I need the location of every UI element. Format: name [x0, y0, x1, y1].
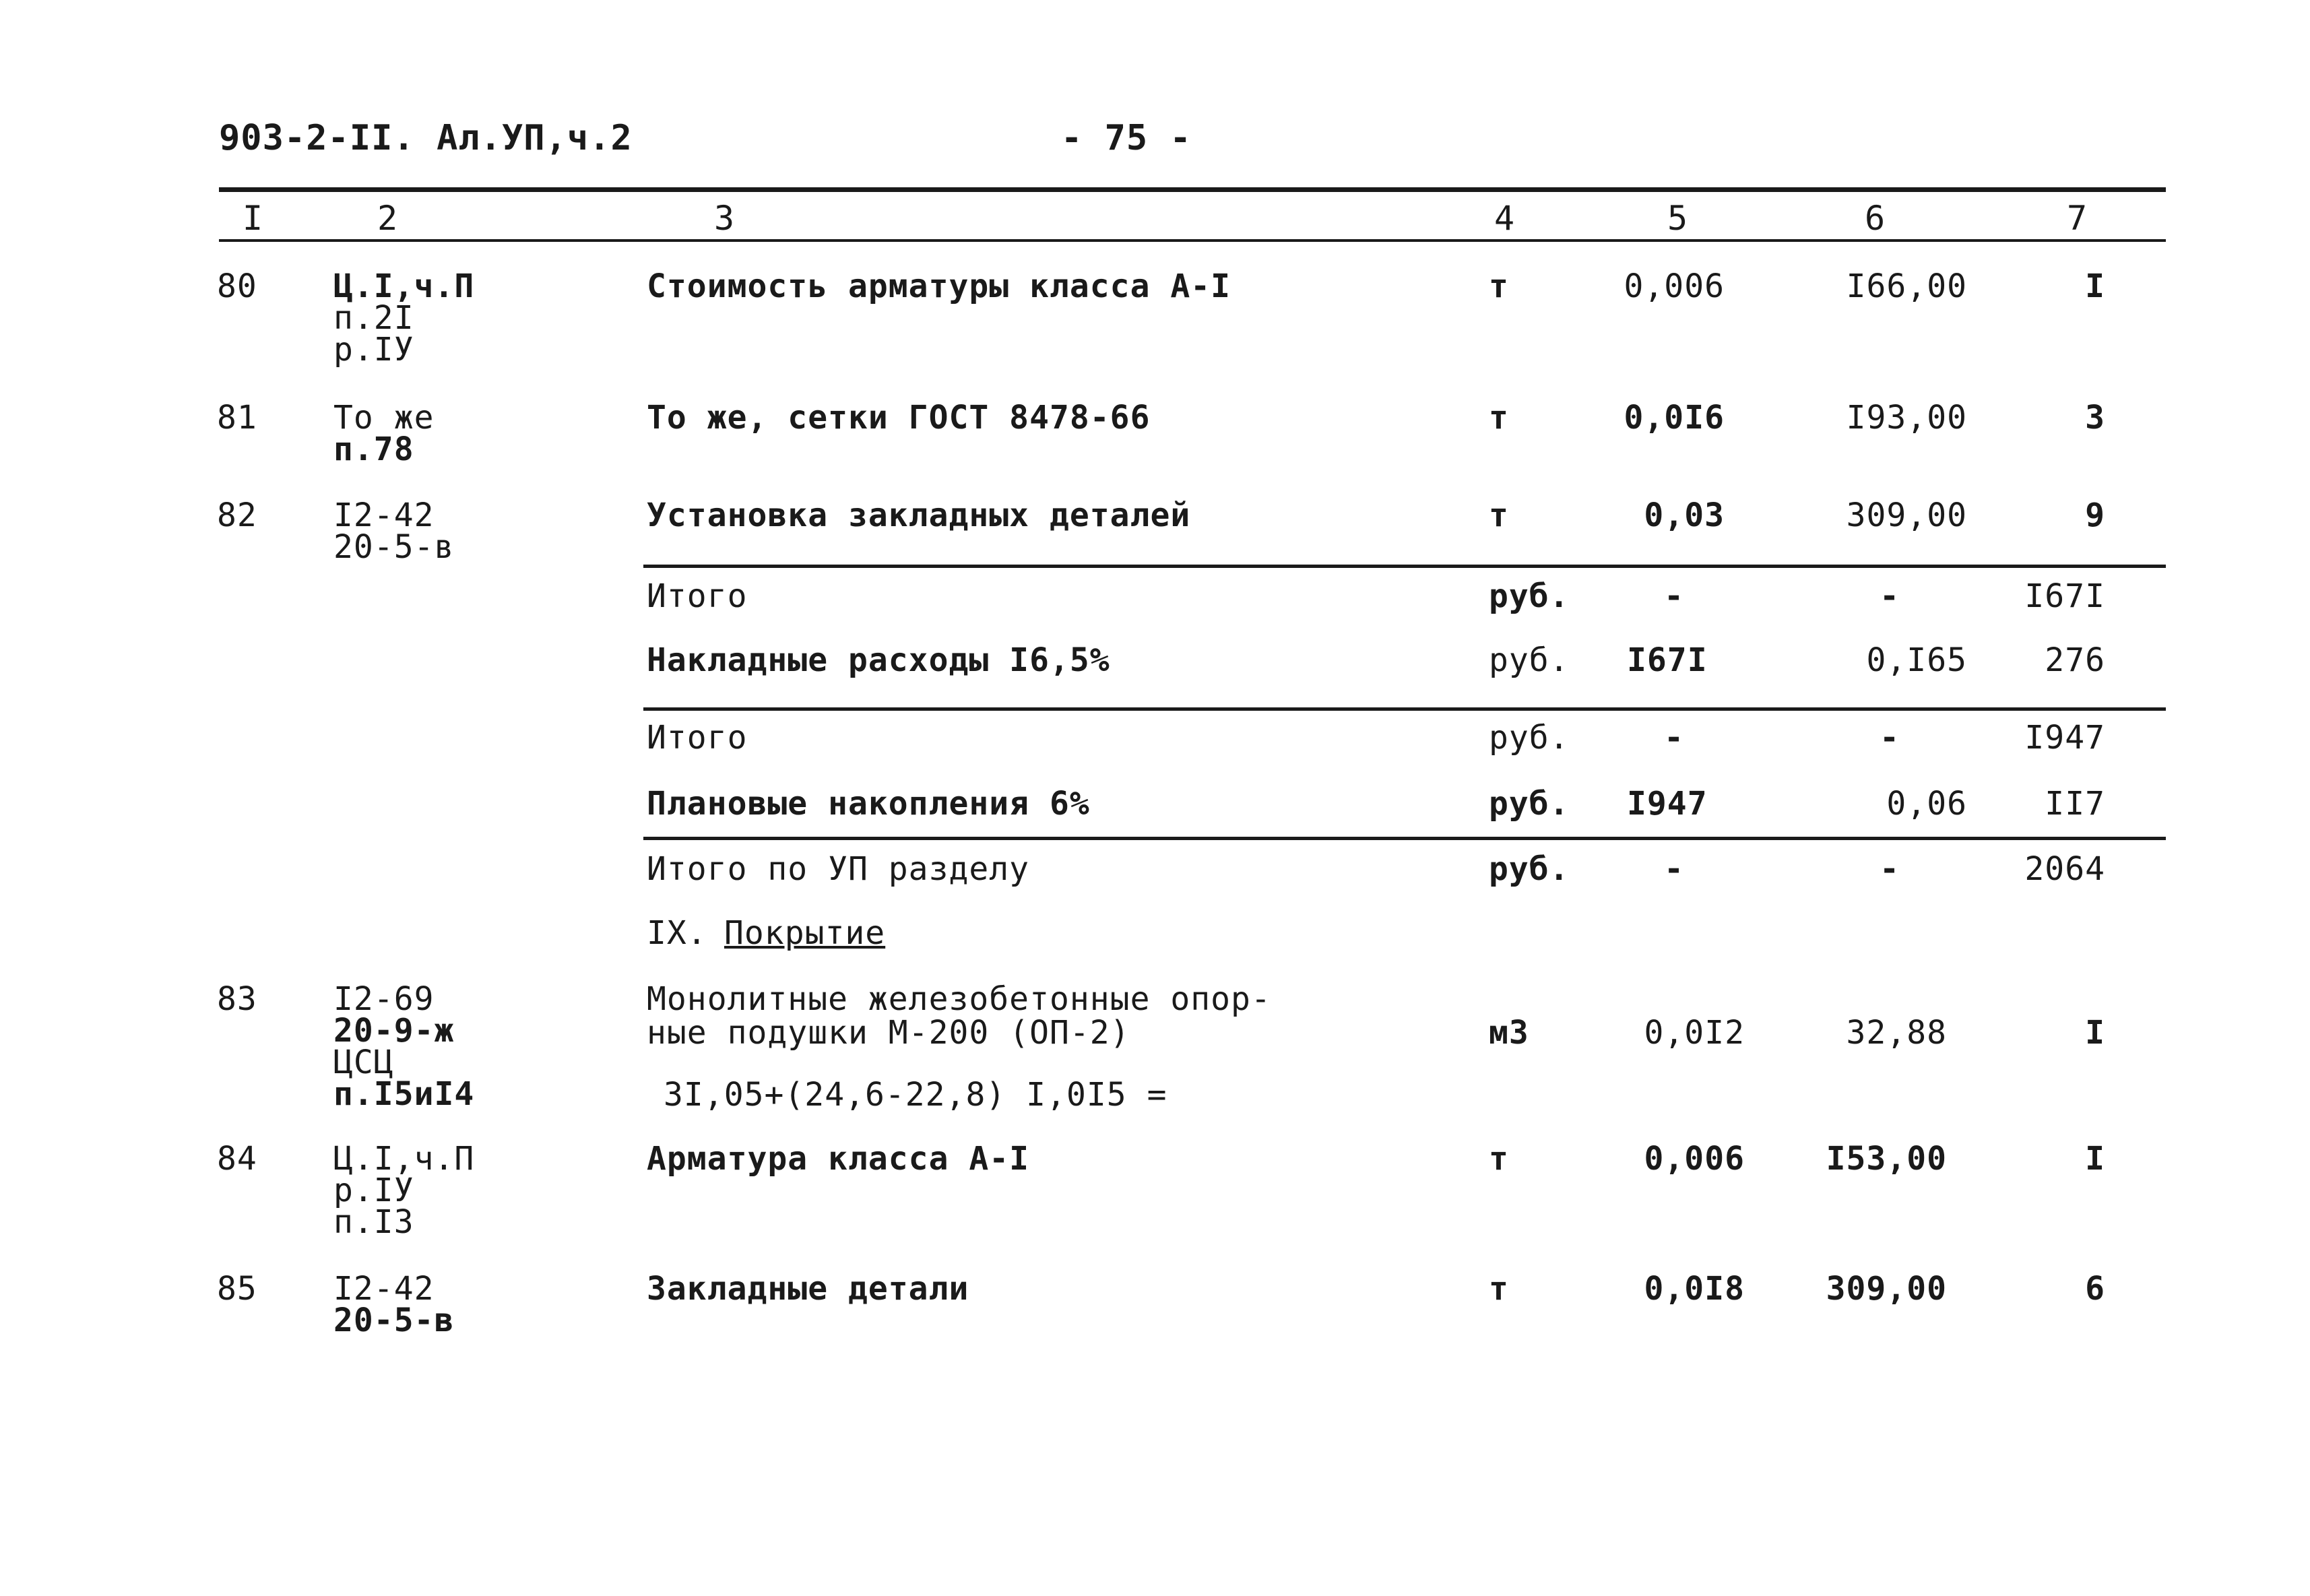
- row-83-name-line1: Монолитные железобетонные опор-: [647, 980, 1271, 1018]
- row-81-ref-line1: То же: [333, 399, 435, 437]
- subtotal-rule-2: [643, 707, 2166, 711]
- row-83-ref-line3: ЦСЦ: [333, 1044, 394, 1081]
- row-84-qty: 0,006: [1644, 1140, 1745, 1178]
- row-85-unit: т: [1489, 1270, 1509, 1308]
- row-85-name: Закладные детали: [647, 1270, 969, 1308]
- column-number-3: 3: [714, 199, 735, 238]
- row-83-ref-line1: I2-69: [333, 980, 435, 1018]
- row-81-unit: т: [1489, 399, 1509, 437]
- row-83-qty: 0,0I2: [1644, 1014, 1745, 1052]
- section-title: Покрытие: [724, 914, 886, 952]
- row-85-number: 85: [217, 1270, 257, 1308]
- row-83-ref-line4: п.I5иI4: [333, 1075, 475, 1113]
- row-85-ref-line1: I2-42: [333, 1270, 435, 1308]
- row-81-name: То же, сетки ГОСТ 8478-66: [647, 399, 1151, 437]
- summary-4-label: Плановые накопления 6%: [647, 785, 1090, 823]
- row-83-total: I: [2085, 1014, 2105, 1052]
- column-number-2: 2: [377, 199, 398, 238]
- row-81-price: I93,00: [1846, 399, 1967, 437]
- row-82-qty: 0,03: [1644, 497, 1725, 534]
- document-code: 903-2-II. Ал.УП,ч.2: [219, 118, 633, 158]
- summary-2-price: 0,I65: [1866, 641, 1967, 679]
- summary-3-price: -: [1880, 719, 1900, 757]
- row-83-ref-line2: 20-9-ж: [333, 1012, 455, 1050]
- row-80-price: I66,00: [1846, 267, 1967, 305]
- summary-4-price: 0,06: [1886, 785, 1967, 823]
- row-82-ref-line1: I2-42: [333, 497, 435, 534]
- section-number: IX.: [647, 914, 707, 952]
- row-85-price: 309,00: [1826, 1270, 1947, 1308]
- summary-1-qty: -: [1664, 577, 1684, 615]
- row-83-name-line2: ные подушки М-200 (ОП-2): [647, 1014, 1130, 1052]
- row-82-name: Установка закладных деталей: [647, 497, 1191, 534]
- summary-1-price: -: [1880, 577, 1900, 615]
- summary-5-total: 2064: [2024, 850, 2105, 888]
- row-84-name: Арматура класса А-I: [647, 1140, 1030, 1178]
- summary-5-label: Итого по УП разделу: [647, 850, 1030, 888]
- row-84-ref-line2: р.IУ: [333, 1172, 414, 1209]
- summary-1-unit: руб.: [1489, 577, 1570, 615]
- row-85-ref-line2: 20-5-в: [333, 1302, 455, 1339]
- column-number-4: 4: [1494, 199, 1515, 238]
- summary-4-total: II7: [2045, 785, 2105, 823]
- row-84-unit: т: [1489, 1140, 1509, 1178]
- row-82-ref-line2: 20-5-в: [333, 528, 455, 566]
- subtotal-rule-3: [643, 837, 2166, 840]
- summary-5-unit: руб.: [1489, 850, 1570, 888]
- row-81-total: 3: [2085, 399, 2105, 437]
- row-83-formula: 3I,05+(24,6-22,8) I,0I5 =: [664, 1076, 1167, 1114]
- summary-2-label: Накладные расходы I6,5%: [647, 641, 1110, 679]
- row-82-price: 309,00: [1846, 497, 1967, 534]
- summary-4-qty: I947: [1627, 785, 1708, 823]
- summary-2-qty: I67I: [1627, 641, 1708, 679]
- row-85-total: 6: [2085, 1270, 2105, 1308]
- column-number-5: 5: [1667, 199, 1688, 238]
- row-81-qty: 0,0I6: [1624, 399, 1725, 437]
- column-number-1: I: [243, 199, 263, 238]
- header-bottom-rule: [219, 239, 2166, 242]
- summary-2-total: 276: [2045, 641, 2105, 679]
- row-85-qty: 0,0I8: [1644, 1270, 1745, 1308]
- row-84-number: 84: [217, 1140, 257, 1178]
- row-80-ref-line2: п.2I: [333, 299, 414, 337]
- column-number-6: 6: [1865, 199, 1886, 238]
- summary-3-qty: -: [1664, 719, 1684, 757]
- subtotal-rule-1: [643, 565, 2166, 568]
- row-80-qty: 0,006: [1624, 267, 1725, 305]
- summary-4-unit: руб.: [1489, 785, 1570, 823]
- row-80-ref-line1: Ц.I,ч.П: [333, 267, 475, 305]
- page-number: - 75 -: [1061, 118, 1192, 158]
- row-84-ref-line3: п.I3: [333, 1203, 414, 1241]
- row-80-name: Стоимость арматуры класса А-I: [647, 267, 1231, 305]
- row-83-number: 83: [217, 980, 257, 1018]
- top-rule: [219, 187, 2166, 192]
- summary-3-label: Итого: [647, 719, 748, 757]
- row-82-number: 82: [217, 497, 257, 534]
- row-84-price: I53,00: [1826, 1140, 1947, 1178]
- row-84-total: I: [2085, 1140, 2105, 1178]
- row-80-unit: т: [1489, 267, 1509, 305]
- row-82-unit: т: [1489, 497, 1509, 534]
- summary-3-total: I947: [2024, 719, 2105, 757]
- summary-1-total: I67I: [2024, 577, 2105, 615]
- summary-5-qty: -: [1664, 850, 1684, 888]
- summary-3-unit: руб.: [1489, 719, 1570, 757]
- row-81-ref-line2: п.78: [333, 430, 414, 468]
- summary-2-unit: руб.: [1489, 641, 1570, 679]
- row-80-number: 80: [217, 267, 257, 305]
- row-84-ref-line1: Ц.I,ч.П: [333, 1140, 475, 1178]
- row-82-total: 9: [2085, 497, 2105, 534]
- row-83-price: 32,88: [1846, 1014, 1947, 1052]
- row-80-total: I: [2085, 267, 2105, 305]
- summary-5-price: -: [1880, 850, 1900, 888]
- row-80-ref-line3: р.IУ: [333, 331, 414, 369]
- summary-1-label: Итого: [647, 577, 748, 615]
- row-83-unit: м3: [1489, 1014, 1529, 1052]
- row-81-number: 81: [217, 399, 257, 437]
- column-number-7: 7: [2067, 199, 2088, 238]
